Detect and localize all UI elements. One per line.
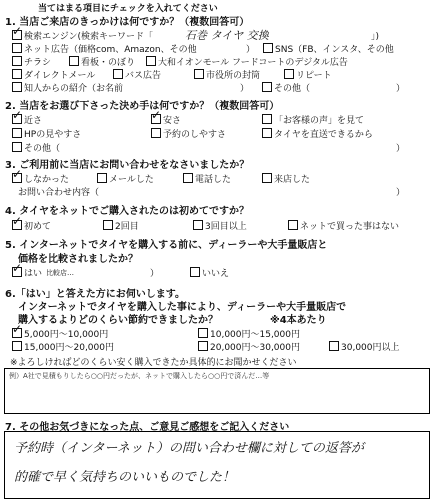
q1-title: 1. 当店ご来店のきっかけは何ですか？（複数回答可） — [5, 17, 250, 28]
q1-other-close: ） — [396, 84, 406, 94]
q3-none-label: しなかった — [24, 175, 70, 185]
checkmark-icon: ✓ — [12, 261, 23, 275]
q1-referral-label: 知人からの紹介（お名前 — [24, 84, 124, 94]
q6-opt2-checkbox[interactable] — [198, 328, 208, 338]
q2-direct-checkbox[interactable] — [262, 128, 272, 138]
q6-opt2-label: 10,000円〜15,000円 — [210, 330, 300, 340]
q1-repeat-label: リピート — [296, 71, 332, 81]
q1-dm-checkbox[interactable] — [12, 69, 22, 79]
q1-handwritten-keyword: 石巻 タイヤ 交換 — [185, 29, 269, 42]
q2-voice-label: 「お客様の声」を見て — [274, 116, 365, 126]
q6-opt1-label: 5,000円〜10,000円 — [24, 330, 109, 340]
q2-voice-checkbox[interactable] — [262, 114, 272, 124]
q4-third-checkbox[interactable] — [193, 220, 203, 230]
q1-bus-label: バス広告 — [125, 71, 162, 81]
q1-cityhall-label: 市役所の封筒 — [206, 71, 261, 81]
q1-dm-label: ダイレクトメール — [24, 71, 96, 81]
q3-title: 3. ご利用前に当店にお問い合わせをなさいましたか？ — [5, 160, 250, 171]
q1-signboard-label: 看板・のぼり — [81, 58, 136, 68]
checkmark-icon: ✓ — [12, 322, 23, 336]
q1-sns-label: SNS（FB、インスタ、その他 — [275, 45, 394, 55]
q5-no-label: いいえ — [202, 269, 230, 279]
q5-title-line2: 価格を比較されましたか？ — [18, 254, 138, 265]
q5-yes-checkbox[interactable] — [12, 261, 23, 277]
q3-phone-label: 電話した — [195, 175, 232, 185]
q6-opt4-label: 20,000円〜30,000円 — [210, 343, 300, 353]
q2-near-checkbox[interactable] — [12, 108, 23, 124]
q6-line2: 購入するよりどのくらい節約できましたか？ — [18, 315, 218, 326]
checkmark-icon: ✓ — [12, 108, 23, 122]
q4-never-label: ネットで買った事はない — [300, 222, 400, 232]
q6-example: 例）A社で見積もりしたら○○円だったが、ネットで購入したら○○円で済んだ…等 — [9, 372, 270, 380]
q1-sns-checkbox[interactable] — [263, 43, 273, 53]
q3-none-checkbox[interactable] — [12, 167, 23, 183]
instruction-text: 当てはまる項目にチェックを入れてください — [38, 4, 218, 14]
q1-flyer-checkbox[interactable] — [12, 56, 22, 66]
q6-title: 6.「はい」と答えた方にお伺いします。 — [5, 289, 185, 300]
q1-mall-checkbox[interactable] — [146, 56, 156, 66]
q6-opt5-label: 30,000円以上 — [341, 343, 400, 353]
checkmark-icon: ✓ — [12, 167, 23, 181]
q5-compare-store-close: ） — [150, 269, 160, 279]
q2-near-label: 近さ — [24, 116, 43, 126]
q1-flyer-label: チラシ — [24, 58, 52, 68]
q1-mall-label: 大和イオンモール フードコートのデジタル広告 — [158, 58, 348, 68]
q1-netad-label: ネット広告（価格com、Amazon、その他 — [24, 45, 197, 55]
q6-opt1-checkbox[interactable] — [12, 322, 23, 338]
q4-second-label: 2回目 — [115, 222, 139, 232]
q1-search-checkbox[interactable] — [12, 24, 23, 40]
q3-detail-close: ） — [396, 188, 406, 198]
q2-cheap-checkbox[interactable] — [151, 108, 162, 124]
q1-netad-checkbox[interactable] — [12, 43, 22, 53]
q1-other-checkbox[interactable] — [262, 82, 272, 92]
q6-opt5-checkbox[interactable] — [329, 341, 339, 351]
q1-search-close: 」) — [371, 32, 380, 42]
q6-note: ※4本あたり — [270, 315, 327, 326]
q4-third-label: 3回目以上 — [205, 222, 247, 232]
q1-referral-close: ） — [240, 84, 250, 94]
q1-bus-checkbox[interactable] — [113, 69, 123, 79]
q6-line1: インターネットでタイヤを購入した事により、ディーラーや大手量販店で — [18, 302, 347, 313]
q1-other-label: その他（ — [274, 84, 311, 94]
q3-visit-checkbox[interactable] — [262, 173, 272, 183]
q6-opt3-checkbox[interactable] — [12, 341, 22, 351]
q6-opt3-label: 15,000円〜20,000円 — [24, 343, 114, 353]
q2-title: 2. 当店をお選び下さった決め手は何ですか？（複数回答可） — [5, 101, 280, 112]
q1-signboard-checkbox[interactable] — [69, 56, 79, 66]
q7-comment-line2: 的確で早く気持ちのいいものでした！ — [14, 470, 236, 485]
q5-title-line1: 5. インターネットでタイヤを購入する前に、ディーラーや大手量販店と — [5, 240, 328, 251]
q6-opt4-checkbox[interactable] — [198, 341, 208, 351]
q1-netad-close: ） — [246, 45, 256, 55]
q1-repeat-checkbox[interactable] — [284, 69, 294, 79]
q4-never-checkbox[interactable] — [288, 220, 298, 230]
q1-referral-checkbox[interactable] — [12, 82, 22, 92]
q1-cityhall-checkbox[interactable] — [194, 69, 204, 79]
q5-no-checkbox[interactable] — [190, 267, 200, 277]
q1-search-label: 検索エンジン(検索キーワード「 — [24, 32, 154, 42]
q2-other-label: その他（ — [24, 144, 61, 154]
q4-first-checkbox[interactable] — [12, 214, 23, 230]
q2-hp-checkbox[interactable] — [12, 128, 22, 138]
q2-cheap-label: 安さ — [163, 116, 182, 126]
q2-direct-label: タイヤを直送できるから — [274, 130, 373, 140]
q3-mail-checkbox[interactable] — [97, 173, 107, 183]
q2-reserve-checkbox[interactable] — [151, 128, 161, 138]
checkmark-icon: ✓ — [12, 214, 23, 228]
q2-reserve-label: 予約のしやすさ — [163, 130, 227, 140]
q4-title: 4. タイヤをネットでご購入されたのは初めてですか？ — [5, 206, 250, 217]
q2-other-checkbox[interactable] — [12, 142, 22, 152]
q5-compare-store-label: 比較店… — [46, 269, 74, 277]
q7-comment-line1: 予約時（インターネット）の問い合わせ欄に対しての返答が — [14, 441, 364, 456]
q3-mail-label: メールした — [109, 175, 154, 185]
q6-request: ※よろしければどのくらい安く購入できたか具体的にお聞かせください — [10, 358, 297, 368]
checkmark-icon: ✓ — [151, 108, 162, 122]
q3-detail-label: お問い合わせ内容（ — [18, 188, 100, 198]
q4-second-checkbox[interactable] — [103, 220, 113, 230]
q5-yes-label: はい — [24, 269, 43, 279]
q2-other-close: ） — [396, 144, 406, 154]
q7-title: 7. その他お気づきになった点、ご意見ご感想をご記入ください — [5, 422, 290, 433]
q2-hp-label: HPの見やすさ — [24, 130, 82, 140]
q3-visit-label: 来店した — [274, 175, 311, 185]
checkmark-icon: ✓ — [12, 24, 23, 38]
q3-phone-checkbox[interactable] — [183, 173, 193, 183]
q4-first-label: 初めて — [24, 222, 52, 232]
